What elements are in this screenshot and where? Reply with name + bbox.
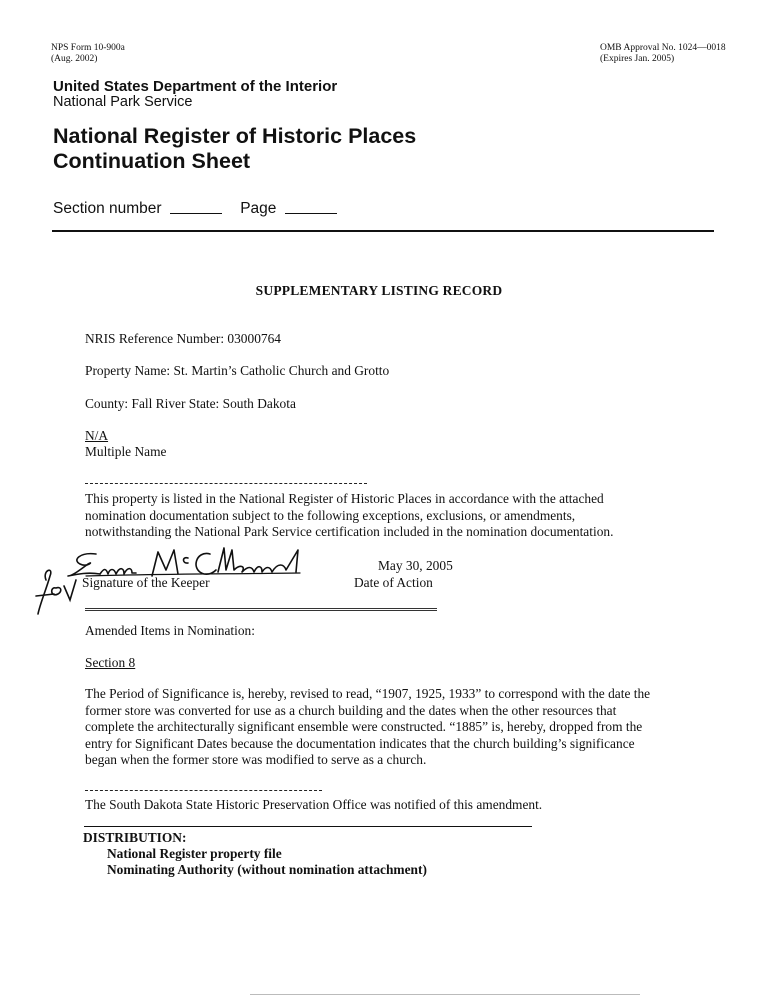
double-divider [85, 608, 437, 611]
amendment-text [85, 686, 650, 769]
section-page-line [53, 200, 337, 218]
distribution-item: Nominating Authority (without nomination attachment) [107, 862, 427, 877]
dashed-divider [85, 790, 322, 791]
section-8-heading: Section 8 [85, 655, 136, 670]
section-number-label: Section number [53, 200, 162, 217]
amendment-line: began when the former store was modified to serve as a church. [85, 752, 427, 768]
statement-line: nomination documentation subject to the following exceptions, exclusions, or amendments, [85, 507, 576, 523]
amended-items-label: Amended Items in Nomination: [85, 623, 255, 638]
date-of-action-value: May 30, 2005 [378, 558, 453, 573]
county-state: County: Fall River State: South Dakota [85, 396, 296, 411]
listing-statement [85, 491, 613, 541]
date-of-action-label: Date of Action [354, 575, 433, 590]
amendment-line: The Period of Significance is, hereby, revised to read, “1907, 1925, 1933” to correspond with the date the [85, 686, 651, 701]
form-title-line-2: Continuation Sheet [53, 149, 251, 173]
distribution-rule [84, 826, 532, 827]
omb-expiration: (Expires Jan. 2005) [600, 54, 675, 64]
bottom-edge-line [250, 994, 640, 995]
statement-line: notwithstanding the National Park Service certification included in the nomination documentation. [85, 524, 614, 540]
amendment-line: complete the architecturally significant ensemble were constructed. “1885” is, hereby, dropped from the [85, 719, 643, 735]
amendment-line: entry for Significant Dates because the documentation indicates that the church building’s significance [85, 735, 635, 751]
signature-label: Signature of the Keeper [82, 575, 210, 590]
multiple-name-value: N/A [85, 428, 109, 443]
department-name: United States Department of the Interior [53, 78, 338, 95]
form-revision: (Aug. 2002) [51, 54, 98, 64]
header-rule [52, 230, 714, 232]
record-heading: SUPPLEMENTARY LISTING RECORD [255, 283, 503, 298]
property-name: Property Name: St. Martin’s Catholic Church and Grotto [85, 363, 390, 378]
form-title-line-1: National Register of Historic Places [53, 124, 417, 148]
omb-approval: OMB Approval No. 1024—0018 [600, 43, 726, 53]
distribution-item: National Register property file [107, 846, 282, 861]
page-label: Page [240, 200, 277, 217]
form-number: NPS Form 10-900a [51, 43, 125, 53]
multiple-name-label: Multiple Name [85, 444, 167, 459]
nris-reference: NRIS Reference Number: 03000764 [85, 331, 281, 346]
section-number-field [170, 213, 222, 214]
statement-line: This property is listed in the National Register of Historic Places in accordance with the attached [85, 491, 604, 506]
distribution-heading: DISTRIBUTION: [83, 830, 187, 845]
agency-name: National Park Service [53, 94, 193, 110]
form-title [53, 124, 416, 174]
page-number-field [285, 213, 337, 214]
dashed-divider [85, 483, 367, 484]
shpo-notification: The South Dakota State Historic Preservation Office was notified of this amendment. [85, 797, 543, 812]
amendment-line: former store was converted for use as a church building and the dates when the other resources that [85, 702, 617, 718]
